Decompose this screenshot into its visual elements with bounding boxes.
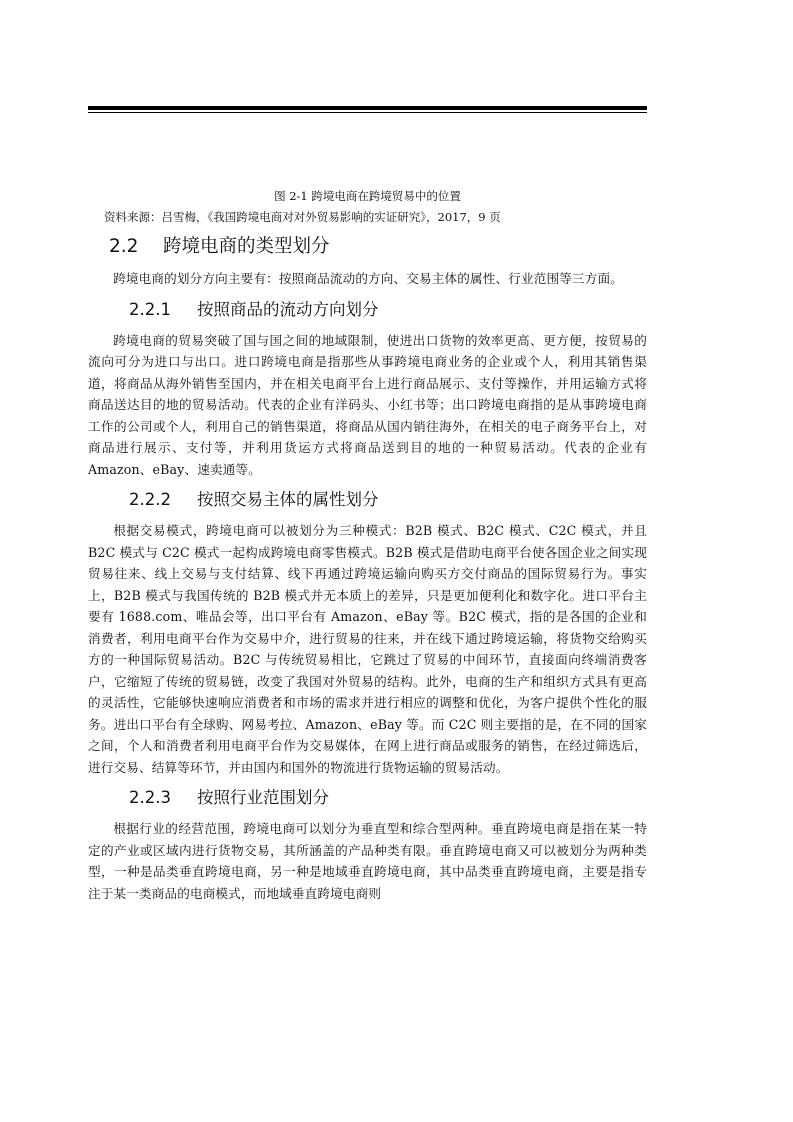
subsection-heading-2-2-1 <box>88 296 647 324</box>
header-rule-thin <box>88 112 647 113</box>
section-title: 跨境电商的类型划分 <box>163 236 330 257</box>
figure-caption: 图 2-1 跨境电商在跨境贸易中的位置 <box>274 189 461 203</box>
subsection-number: 2.2.2 <box>129 490 171 509</box>
subsection-title: 按照行业范围划分 <box>197 788 329 807</box>
figure-source: 资料来源：吕雪梅，《我国跨境电商对对外贸易影响的实证研究》，2017，9 页 <box>104 210 501 224</box>
subsection-paragraph-2-2-3: 根据行业的经营范围，跨境电商可以划分为垂直型和综合型两种。垂直跨境电商是指在某一特定的产业或区域内进行货物交易，其所涵盖的产品种类有限。垂直跨境电商又可以被划分为两种类型，一种是品类垂直跨境电商，另一种是地域垂直跨境电商，其中品类垂直跨境电商，主要是指专注于某一类商品的电商模式，而地域垂直跨境电商则 <box>88 821 647 901</box>
page-body <box>88 232 647 910</box>
subsection-number: 2.2.3 <box>129 788 171 807</box>
section-heading-2-2 <box>88 232 647 262</box>
subsection-title: 按照商品的流动方向划分 <box>197 299 379 319</box>
header-rule-thick <box>88 106 647 110</box>
subsection-number: 2.2.1 <box>129 299 171 319</box>
subsection-paragraph-2-2-1: 跨境电商的贸易突破了国与国之间的地域限制，使进出口货物的效率更高、更方便，按贸易的流向可分为进口与出口。进口跨境电商是指那些从事跨境电商业务的企业或个人，利用其销售渠道，将商品从海外销售至国内，并在相关电商平台上进行商品展示、支付等操作，并用运输方式将商品送达目的地的贸易活动。代表的企业有洋码头、小红书等；出口跨境电商指的是从事跨境电商工作的公司或个人，利用自己的销售渠道，将商品从国内销往海外，在相关的电子商务平台上，对商品进行展示、支付等，并利用货运方式将商品送到目的地的一种贸易活动。代表的企业有 Amazon、eBay、速卖通等。 <box>88 332 647 477</box>
section-intro-paragraph: 跨境电商的划分方向主要有：按照商品流动的方向、交易主体的属性、行业范围等三方面。 <box>113 271 623 286</box>
subsection-heading-2-2-3 <box>88 784 647 812</box>
subsection-heading-2-2-2 <box>88 486 647 514</box>
subsection-paragraph-2-2-2: 根据交易模式，跨境电商可以被划分为三种模式：B2B 模式、B2C 模式、C2C 模式，并且 B2C 模式与 C2C 模式一起构成跨境电商零售模式。B2B 模式是借助电商平台使各国企业之间实现贸易往来、线上交易与支付结算、线下再通过跨境运输向购买方交付商品的国际贸易行为。事实上，B2B 模式与我国传统的 B2B 模式并无本质上的差异，只是更加便利化和数字化。进口平台主要有 1688.com、唯品会等，出口平台有 Amazon、eBay 等。B2C 模式，指的是各国的企业和消费者，利用电商平台作为交易中介，进行贸易的往来，并在线下通过跨境运输，将货物交给购买方的一种国际贸易活动。B2C 与传统贸易相比，它跳过了贸易的中间环节，直接面向终端消费客户，它缩短了传统的贸易链，改变了我国对外贸易的结构。此外，电商的生产和组织方式具有更高的灵活性，它能够快速响应消费者和市场的需求并进行相应的调整和优化，为客户提供个性化的服务。进出口平台有全球购、网易考拉、Amazon、eBay 等。而 C2C 则主要指的是，在不同的国家之间，个人和消费者利用电商平台作为交易媒体，在网上进行商品或服务的销售，在经过筛选后，进行交易、结算等环节，并由国内和国外的物流进行货物运输的贸易活动。 <box>88 523 647 775</box>
subsection-title: 按照交易主体的属性划分 <box>197 490 379 509</box>
section-number: 2.2 <box>109 236 139 257</box>
